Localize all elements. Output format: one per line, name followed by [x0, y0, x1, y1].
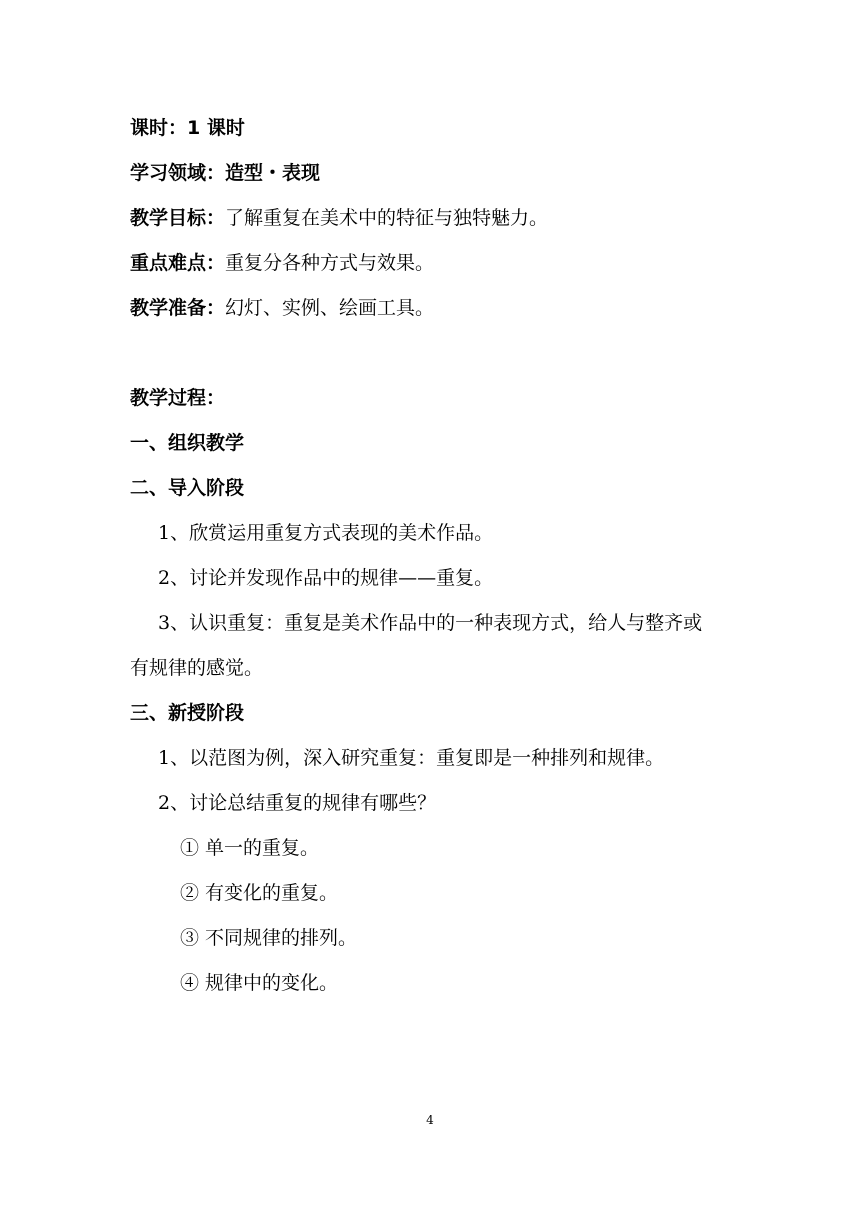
intro-item-3-line-2: 有规律的感觉。 [130, 657, 264, 679]
new-item-1: 1、以范图为例，深入研究重复：重复即是一种排列和规律。 [158, 747, 665, 769]
prep-line [130, 296, 434, 320]
goal-value: 了解重复在美术中的特征与独特魅力。 [225, 207, 549, 229]
section-organize: 一、组织教学 [130, 432, 245, 454]
focus-value: 重复分各种方式与效果。 [225, 252, 435, 274]
section-intro: 二、导入阶段 [130, 477, 245, 499]
intro-item-3-line-1: 3、认识重复：重复是美术作品中的一种表现方式，给人与整齐或 [158, 612, 703, 634]
hours-label: 课时： [130, 117, 188, 139]
domain-label: 学习领域： [130, 162, 226, 184]
goal-label: 教学目标： [130, 207, 226, 229]
new-item-2: 2、讨论总结重复的规律有哪些？ [158, 792, 437, 814]
focus-label: 重点难点： [130, 252, 226, 274]
domain-line [130, 161, 320, 185]
prep-value: 幻灯、实例、绘画工具。 [225, 297, 435, 319]
sub-item-2: ② 有变化的重复。 [180, 882, 339, 904]
process-title: 教学过程： [130, 387, 226, 409]
sub-item-3: ③ 不同规律的排列。 [180, 927, 358, 949]
domain-value: 造型・表现 [225, 162, 321, 184]
intro-item-2: 2、讨论并发现作品中的规律——重复。 [158, 567, 494, 589]
sub-item-4: ④ 规律中的变化。 [180, 972, 339, 994]
sub-item-1: ① 单一的重复。 [180, 837, 320, 859]
hours-value: 1 课时 [187, 117, 245, 139]
intro-item-1: 1、欣赏运用重复方式表现的美术作品。 [158, 522, 494, 544]
focus-line [130, 251, 434, 275]
prep-label: 教学准备： [130, 297, 226, 319]
page-number: 4 [426, 1113, 434, 1127]
hours-line [130, 116, 245, 140]
section-new-teaching: 三、新授阶段 [130, 702, 245, 724]
goal-line [130, 206, 548, 230]
